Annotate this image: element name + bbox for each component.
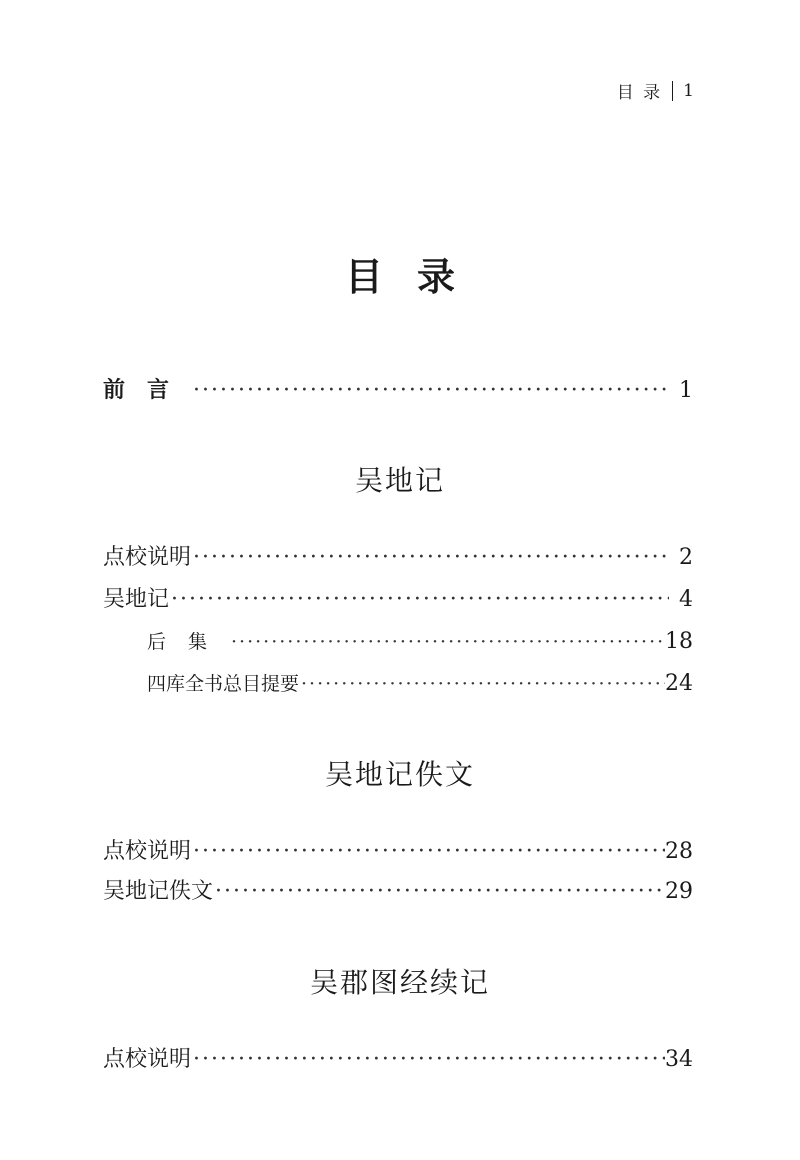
dot-leader — [191, 837, 665, 867]
dot-leader — [299, 669, 665, 699]
toc-entry-label: 后集 — [147, 631, 230, 653]
toc-entry-page: 1 — [679, 378, 693, 403]
toc-entry[interactable] — [103, 543, 693, 573]
running-head — [617, 78, 696, 103]
running-head-page-number: 1 — [683, 80, 696, 101]
toc-subentry[interactable] — [147, 669, 693, 699]
toc-entry-page: 29 — [665, 879, 693, 904]
dot-leader — [213, 877, 665, 907]
toc-entry-preface[interactable] — [103, 375, 693, 405]
toc-entry[interactable] — [103, 585, 693, 615]
running-head-divider — [672, 81, 673, 101]
dot-leader — [229, 627, 665, 657]
section-title-wudiji-yiwen: 吴地记佚文 — [324, 758, 475, 791]
toc-entry[interactable] — [103, 877, 693, 907]
section-title-wujun-tujing-xuji: 吴郡图经续记 — [309, 966, 490, 999]
page-title: 目录 — [344, 254, 489, 299]
toc-entry-page: 34 — [665, 1047, 693, 1072]
toc-entry[interactable] — [103, 1045, 693, 1075]
toc-entry-page: 28 — [665, 839, 693, 864]
toc-entry-page: 2 — [679, 545, 693, 570]
running-head-title: 目 录 — [616, 83, 663, 103]
dot-leader — [191, 1045, 665, 1075]
toc-entry-label: 点校说明 — [103, 839, 192, 864]
toc-entry-page: 18 — [665, 629, 693, 654]
toc-entry-label: 四库全书总目提要 — [147, 673, 300, 695]
dot-leader — [169, 585, 669, 615]
dot-leader — [191, 376, 669, 405]
toc-entry-page: 24 — [665, 671, 693, 696]
section-title-wudiji: 吴地记 — [354, 464, 445, 497]
toc-entry[interactable] — [103, 837, 693, 867]
toc-entry-label: 点校说明 — [103, 545, 192, 570]
toc-entry-label: 吴地记 — [103, 587, 170, 612]
toc-entry-page: 4 — [679, 587, 693, 612]
toc-entry-label: 点校说明 — [103, 1047, 192, 1072]
toc-subentry[interactable] — [147, 627, 693, 657]
toc-entry-label: 前言 — [103, 377, 192, 403]
dot-leader — [191, 543, 669, 573]
toc-entry-label: 吴地记佚文 — [103, 879, 214, 904]
